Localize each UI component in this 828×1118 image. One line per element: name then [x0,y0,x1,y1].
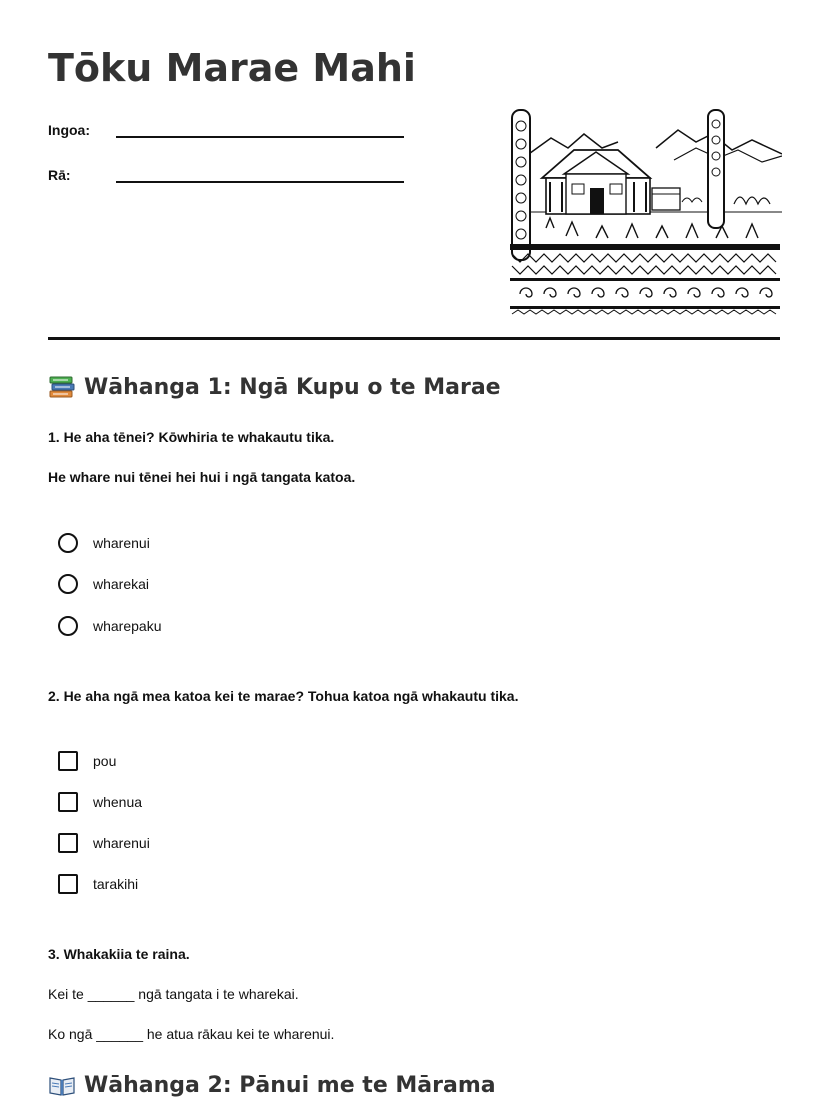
section-1-heading [48,374,501,400]
question-2: 2. He aha ngā mea katoa kei te marae? Tohua katoa ngā whakautu tika. [48,688,519,704]
section-2-heading [48,1072,496,1098]
checkbox[interactable] [58,792,78,812]
option-label: wharekai [93,576,150,592]
name-field-row [48,118,404,138]
option-label: wharenui [93,835,150,851]
open-book-icon [48,1072,76,1098]
books-icon [48,374,76,400]
date-label: Rā: [48,167,71,183]
question-1: 1. He aha tēnei? Kōwhiria te whakautu tika. [48,429,335,445]
section-1-title: Wāhanga 1: Ngā Kupu o te Marae [84,374,501,400]
q1-option-wharepaku[interactable] [58,616,162,636]
question-3: 3. Whakakiia te raina. [48,946,190,962]
radio-button[interactable] [58,574,78,594]
marae-illustration [506,104,782,320]
radio-button[interactable] [58,533,78,553]
checkbox[interactable] [58,833,78,853]
q1-option-wharenui[interactable] [58,533,150,553]
checkbox[interactable] [58,874,78,894]
option-label: wharenui [93,535,150,551]
checkbox[interactable] [58,751,78,771]
header-divider [48,337,780,340]
q2-option-tarakihi[interactable] [58,874,138,894]
option-label: wharepaku [93,618,162,634]
date-field-row [48,163,404,183]
section-2-title: Wāhanga 2: Pānui me te Mārama [84,1072,496,1098]
fill-in-line-2[interactable]: Ko ngā ______ he atua rākau kei te wharenui. [48,1026,335,1042]
q2-option-whenua[interactable] [58,792,142,812]
option-label: tarakihi [93,876,139,892]
option-label: pou [93,753,117,769]
date-write-line[interactable] [116,163,404,183]
q1-option-wharekai[interactable] [58,574,149,594]
option-label: whenua [93,794,143,810]
radio-button[interactable] [58,616,78,636]
name-write-line[interactable] [116,118,404,138]
name-label: Ingoa: [48,122,90,138]
page-title: Tōku Marae Mahi [48,46,416,90]
fill-in-line-1[interactable]: Kei te ______ ngā tangata i te wharekai. [48,986,299,1002]
q2-option-pou[interactable] [58,751,116,771]
q2-option-wharenui[interactable] [58,833,150,853]
question-1-prompt: He whare nui tēnei hei hui i ngā tangata katoa. [48,469,356,485]
